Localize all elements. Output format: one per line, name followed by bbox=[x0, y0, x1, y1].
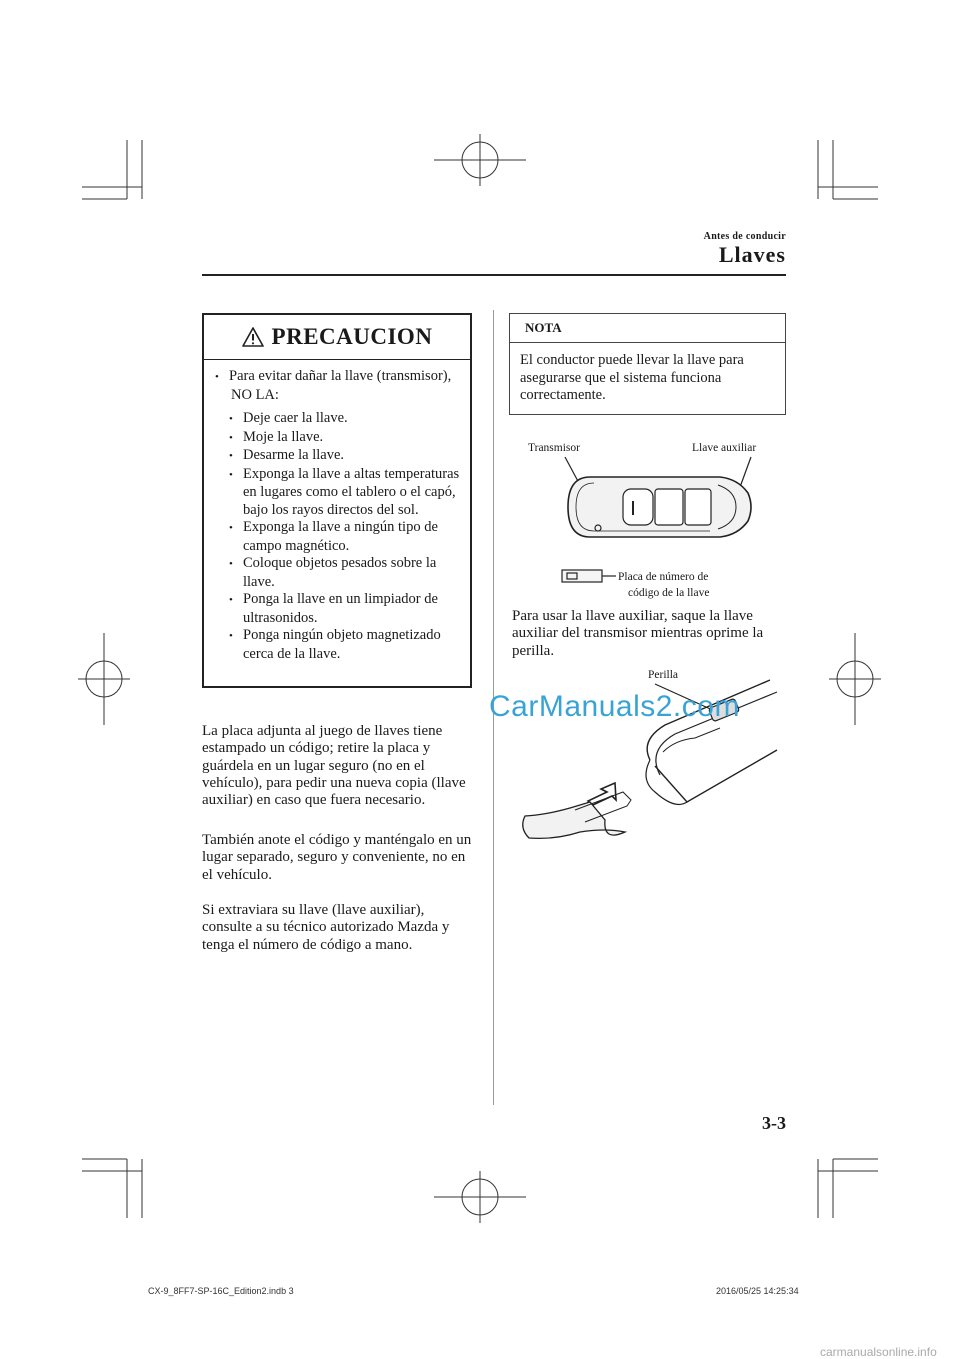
list-item: • Exponga la llave a ningún tipo de campo magnético. bbox=[229, 519, 438, 554]
list-item: • Ponga ningún objeto magnetizado cerca de la llave. bbox=[229, 627, 441, 662]
label-plate-line2: código de la llave bbox=[628, 587, 710, 599]
warning-header bbox=[204, 315, 470, 360]
warning-box bbox=[202, 313, 472, 688]
warning-title: PRECAUCION bbox=[271, 324, 433, 349]
footer-file: CX-9_8FF7-SP-16C_Edition2.indb 3 bbox=[148, 1286, 294, 1296]
transmitter-illustration bbox=[540, 455, 780, 585]
page-title: Llaves bbox=[718, 242, 786, 267]
section-label: Antes de conducir bbox=[703, 231, 786, 242]
label-aux-key: Llave auxiliar bbox=[692, 442, 757, 454]
note-box bbox=[509, 313, 786, 415]
footer-timestamp: 2016/05/25 14:25:34 bbox=[716, 1286, 799, 1296]
note-text: El conductor puede llevar la llave para asegurarse que el sistema funciona correctamente. bbox=[520, 352, 744, 403]
paragraph-key-plate: La placa adjunta al juego de llaves tiene estampado un código; retire la placa y guárdela en un lugar seguro (no en el vehículo), para pedir una nueva copia (llave auxiliar) en caso que fuera necesario. bbox=[202, 723, 466, 809]
label-knob: Perilla bbox=[648, 669, 679, 681]
footer-site: carmanualsonline.info bbox=[820, 1345, 937, 1359]
list-item: • Ponga la llave en un limpiador de ultrasonidos. bbox=[229, 591, 438, 626]
aux-key-instruction: Para usar la llave auxiliar, saque la llave auxiliar del transmisor mientras oprime la perilla. bbox=[512, 608, 764, 659]
list-item: • Coloque objetos pesados sobre la llave. bbox=[229, 555, 437, 590]
paragraph-record-code: También anote el código y manténgalo en un lugar separado, seguro y conveniente, no en el vehículo. bbox=[202, 832, 472, 883]
note-header bbox=[510, 314, 785, 343]
warning-body bbox=[215, 368, 465, 663]
list-item: • Deje caer la llave. bbox=[229, 410, 348, 426]
label-transmitter: Transmisor bbox=[528, 442, 580, 454]
warning-triangle-icon bbox=[242, 327, 264, 347]
list-item: • Moje la llave. bbox=[229, 428, 324, 445]
page-number: 3-3 bbox=[762, 1113, 786, 1133]
list-item: • Exponga la llave a altas temperaturas en lugares como el tablero o el capó, bajo los rayos directos del sol. bbox=[229, 465, 460, 518]
warning-intro: • Para evitar dañar la llave (transmisor), NO LA: bbox=[215, 368, 452, 403]
paragraph-lost-key: Si extraviara su llave (llave auxiliar), consulte a su técnico autorizado Mazda y tenga el número de código a mano. bbox=[202, 902, 450, 953]
label-plate-line1: Placa de número de bbox=[618, 571, 709, 583]
header-rule bbox=[202, 274, 786, 276]
watermark: CarManuals2.com bbox=[489, 690, 740, 723]
warning-list bbox=[229, 410, 465, 663]
list-item: • Desarme la llave. bbox=[229, 447, 345, 463]
note-title: NOTA bbox=[525, 320, 562, 335]
